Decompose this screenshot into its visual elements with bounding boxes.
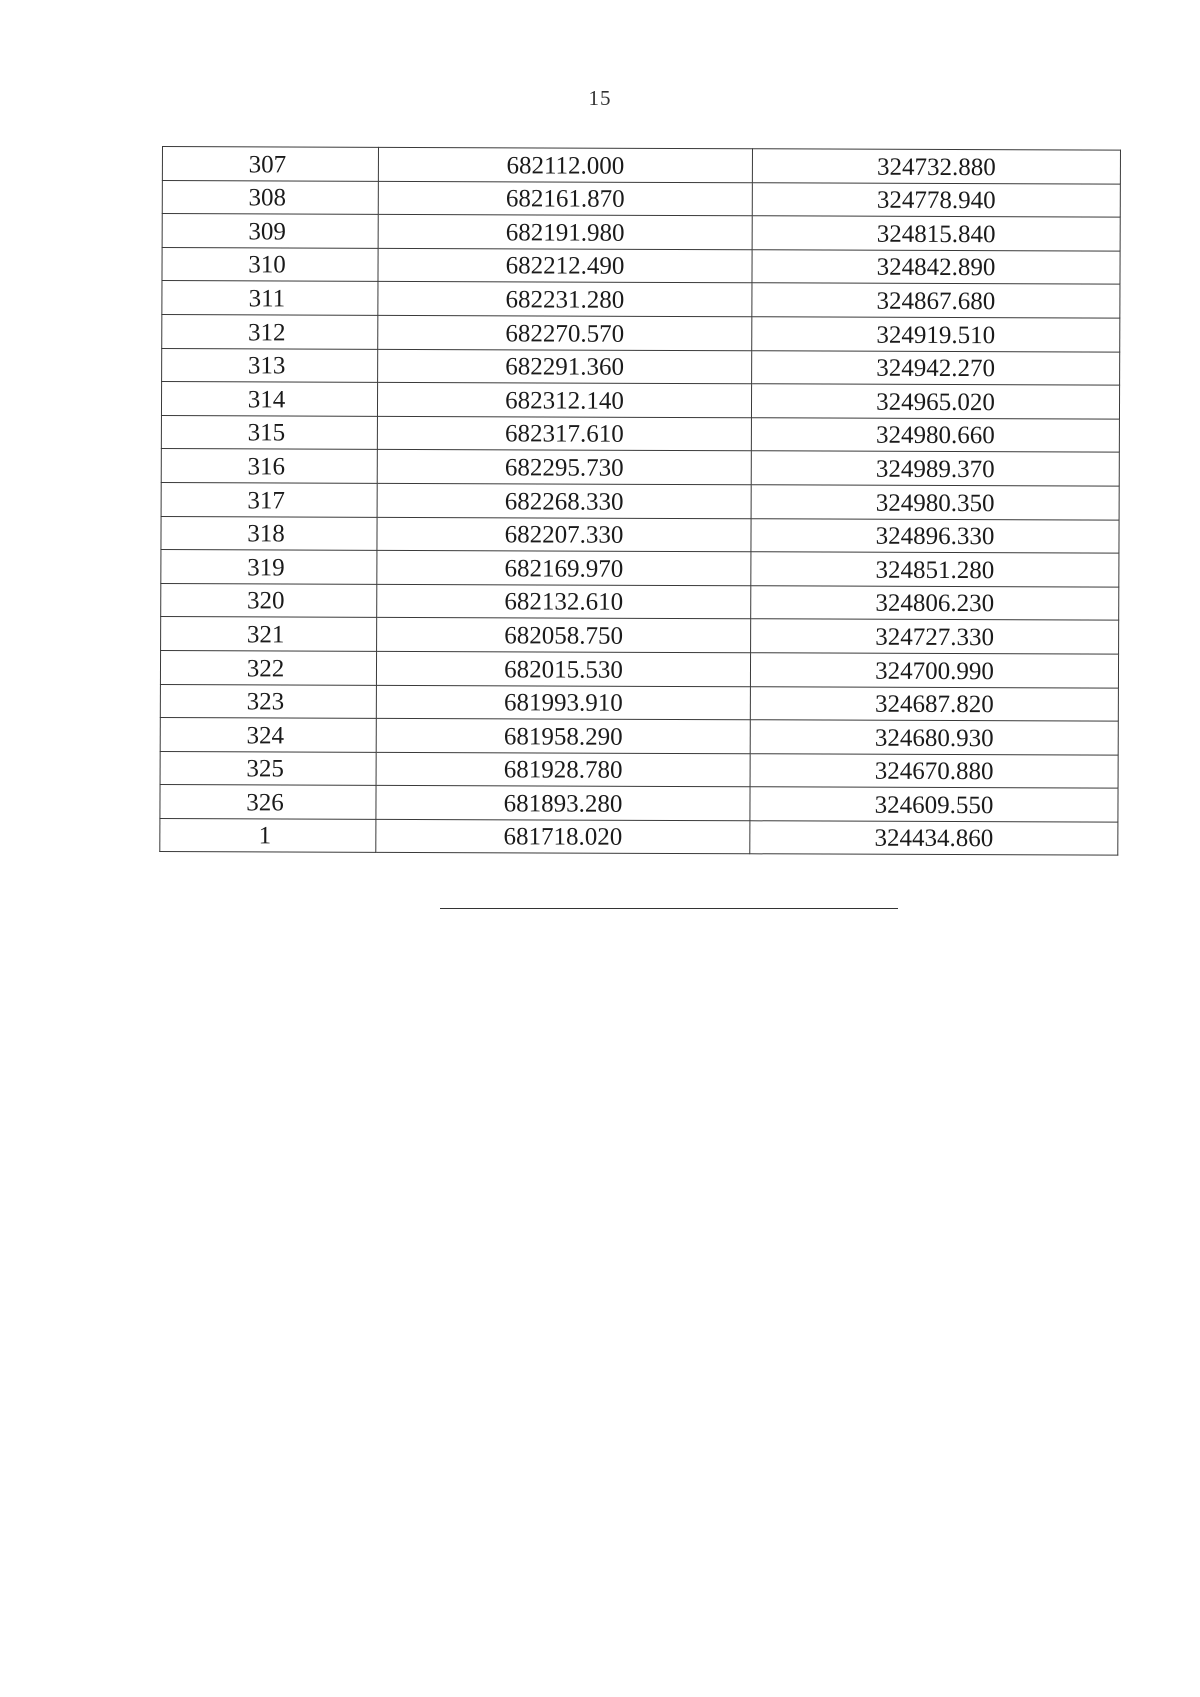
point-number-cell: 308: [162, 180, 378, 214]
table-row: [161, 617, 1119, 654]
y-coordinate-cell: 324896.330: [751, 518, 1119, 553]
point-number-cell: 324: [160, 718, 376, 752]
point-number-cell: 315: [161, 415, 377, 449]
table-row: [161, 415, 1119, 452]
x-coordinate-cell: 682169.970: [377, 550, 751, 585]
x-coordinate-cell: 682132.610: [377, 584, 751, 619]
point-number-cell: 323: [160, 684, 376, 718]
x-coordinate-cell: 682317.610: [377, 416, 751, 451]
x-coordinate-cell: 682291.360: [378, 349, 752, 384]
table-row: [161, 583, 1119, 620]
point-number-cell: 320: [161, 583, 377, 617]
y-coordinate-cell: 324815.840: [752, 216, 1120, 251]
x-coordinate-cell: 682231.280: [378, 282, 752, 317]
x-coordinate-cell: 682015.530: [376, 651, 750, 686]
y-coordinate-cell: 324778.940: [752, 182, 1120, 217]
x-coordinate-cell: 682270.570: [378, 315, 752, 350]
point-number-cell: 316: [161, 449, 377, 483]
y-coordinate-cell: 324919.510: [752, 317, 1120, 352]
point-number-cell: 1: [160, 818, 376, 852]
table-row: [162, 314, 1120, 351]
table-row: [162, 147, 1120, 184]
point-number-cell: 318: [161, 516, 377, 550]
point-number-cell: 317: [161, 482, 377, 516]
table-row: [162, 348, 1120, 385]
point-number-cell: 321: [161, 617, 377, 651]
y-coordinate-cell: 324680.930: [750, 720, 1118, 755]
point-number-cell: 322: [160, 650, 376, 684]
x-coordinate-cell: 682268.330: [377, 483, 751, 518]
y-coordinate-cell: 324989.370: [751, 451, 1119, 486]
coordinates-table: [159, 146, 1121, 856]
point-number-cell: 309: [162, 214, 378, 248]
point-number-cell: 311: [162, 281, 378, 315]
y-coordinate-cell: 324806.230: [751, 585, 1119, 620]
x-coordinate-cell: 681993.910: [376, 685, 750, 720]
y-coordinate-cell: 324867.680: [752, 283, 1120, 318]
coordinates-table-body: [160, 147, 1121, 856]
y-coordinate-cell: 324670.880: [750, 753, 1118, 788]
end-of-table-rule: [440, 908, 898, 909]
point-number-cell: 310: [162, 247, 378, 281]
y-coordinate-cell: 324942.270: [752, 350, 1120, 385]
x-coordinate-cell: 681958.290: [376, 718, 750, 753]
table-row: [160, 718, 1118, 755]
table-row: [162, 180, 1120, 217]
table-row: [161, 482, 1119, 519]
page-number: 15: [588, 86, 612, 110]
table-row: [162, 281, 1120, 318]
y-coordinate-cell: 324687.820: [750, 686, 1118, 721]
table-row: [160, 785, 1118, 822]
y-coordinate-cell: 324965.020: [751, 384, 1119, 419]
y-coordinate-cell: 324434.860: [750, 821, 1118, 856]
y-coordinate-cell: 324727.330: [751, 619, 1119, 654]
point-number-cell: 307: [162, 147, 378, 181]
x-coordinate-cell: 682207.330: [377, 517, 751, 552]
table-row: [160, 650, 1118, 687]
y-coordinate-cell: 324851.280: [751, 552, 1119, 587]
x-coordinate-cell: 682191.980: [378, 215, 752, 250]
x-coordinate-cell: 681928.780: [376, 752, 750, 787]
x-coordinate-cell: 682112.000: [378, 147, 752, 182]
y-coordinate-cell: 324700.990: [750, 653, 1118, 688]
table-row: [162, 214, 1120, 251]
point-number-cell: 326: [160, 785, 376, 819]
x-coordinate-cell: 682161.870: [378, 181, 752, 216]
x-coordinate-cell: 681893.280: [376, 786, 750, 821]
point-number-cell: 325: [160, 751, 376, 785]
table-row: [161, 550, 1119, 587]
point-number-cell: 313: [162, 348, 378, 382]
y-coordinate-cell: 324732.880: [752, 149, 1120, 184]
table-row: [160, 751, 1118, 788]
point-number-cell: 314: [161, 382, 377, 416]
y-coordinate-cell: 324842.890: [752, 250, 1120, 285]
x-coordinate-cell: 682312.140: [377, 382, 751, 417]
x-coordinate-cell: 682058.750: [377, 618, 751, 653]
table-row: [160, 684, 1118, 721]
table-row: [161, 449, 1119, 486]
table-row: [161, 382, 1119, 419]
y-coordinate-cell: 324980.350: [751, 485, 1119, 520]
point-number-cell: 312: [162, 314, 378, 348]
x-coordinate-cell: 682295.730: [377, 450, 751, 485]
table-row: [162, 247, 1120, 284]
table-row: [161, 516, 1119, 553]
point-number-cell: 319: [161, 550, 377, 584]
x-coordinate-cell: 681718.020: [376, 819, 750, 854]
y-coordinate-cell: 324980.660: [751, 418, 1119, 453]
y-coordinate-cell: 324609.550: [750, 787, 1118, 822]
x-coordinate-cell: 682212.490: [378, 248, 752, 283]
table-row: [160, 818, 1118, 855]
